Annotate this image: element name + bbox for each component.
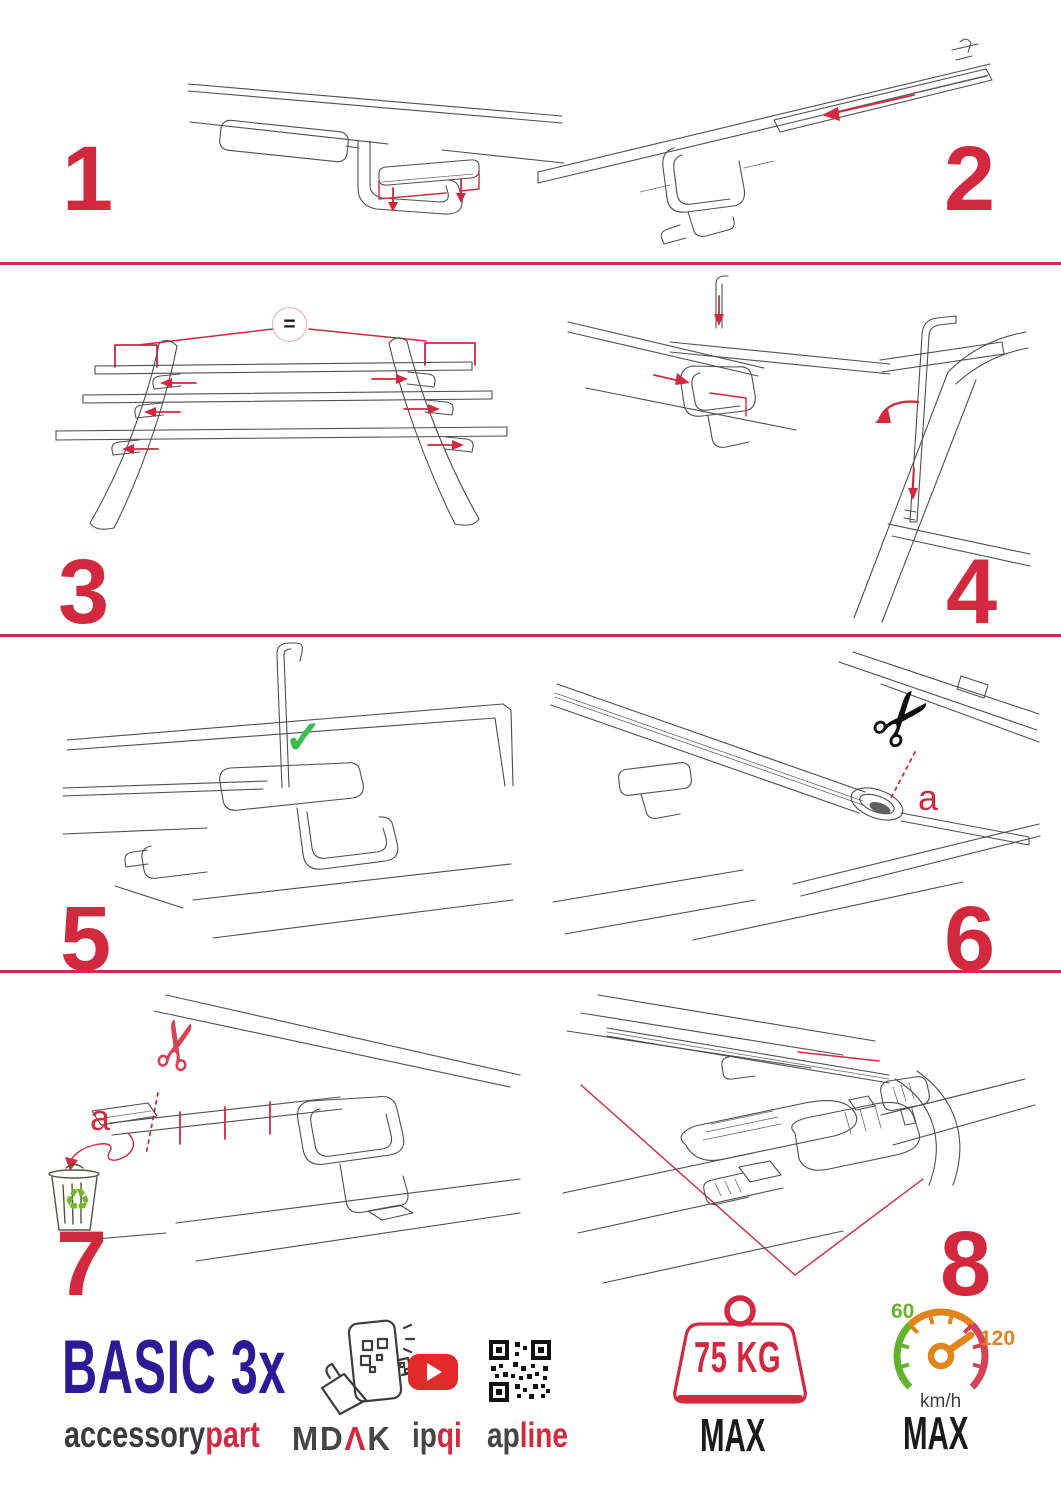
brand-black: accessory [64, 1414, 206, 1455]
equal-sign: = [283, 312, 296, 336]
step-4-illustration [558, 272, 1036, 628]
product-name: BASIC 3x [62, 1325, 287, 1410]
speed-high-label: 120 [980, 1327, 1016, 1350]
cut-label-a: a [90, 1097, 111, 1138]
section-divider [0, 262, 1061, 265]
scissors-icon: ✂ [135, 1009, 221, 1081]
scissors-icon: ✂ [850, 668, 955, 770]
step-4-number: 4 [946, 541, 998, 643]
step-5-illustration [55, 640, 520, 962]
brand-red: part [205, 1414, 260, 1455]
partner-mdak-label: MDΛK [292, 1420, 392, 1457]
step-2-illustration [522, 22, 1014, 250]
step-7-number: 7 [56, 1213, 108, 1315]
check-icon: ✓ [284, 711, 323, 763]
youtube-icon [408, 1354, 458, 1390]
play-icon [427, 1363, 442, 1381]
step-8-number: 8 [940, 1213, 992, 1315]
partner-apline-label: apline [487, 1416, 568, 1455]
recycle-icon: ♻ [64, 1184, 91, 1217]
brand-logo [64, 1416, 315, 1453]
speed-unit-label: km/h [920, 1391, 962, 1412]
step-2-number: 2 [944, 128, 996, 230]
section-divider [0, 634, 1061, 637]
qr-code-icon [489, 1340, 551, 1402]
partner-ipqi-label: ipqi [412, 1416, 462, 1455]
cut-label-a: a [918, 777, 939, 818]
step-3-number: 3 [58, 541, 110, 643]
step-1-illustration [150, 22, 570, 250]
weight-max-label: MAX [700, 1409, 766, 1461]
speed-low-label: 60 [891, 1300, 915, 1323]
equal-spacing-badge [272, 307, 307, 342]
speed-max-label: MAX [903, 1407, 969, 1459]
step-8-illustration [543, 983, 1043, 1297]
step-1-number: 1 [62, 128, 114, 230]
step-5-number: 5 [60, 888, 112, 990]
step-6-illustration [543, 642, 1041, 964]
phone-scan-icon [300, 1316, 415, 1416]
step-6-number: 6 [944, 888, 996, 990]
weight-limit-value: 75 KG [694, 1333, 782, 1382]
step-7-illustration [38, 983, 524, 1288]
section-divider [0, 970, 1061, 973]
